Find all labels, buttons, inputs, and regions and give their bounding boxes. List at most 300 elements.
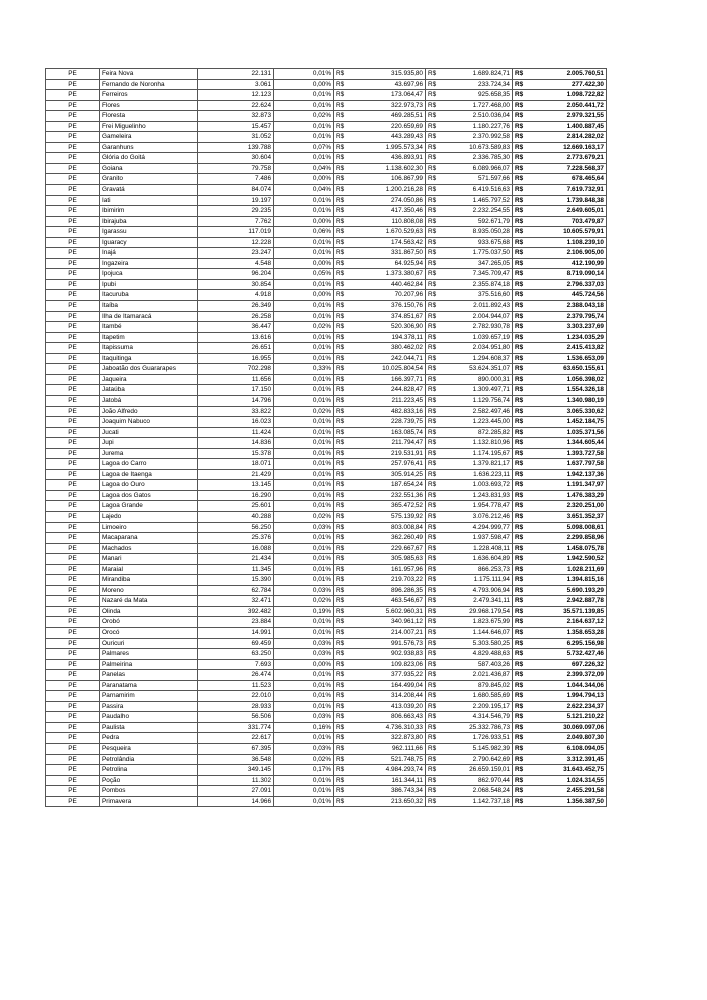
currency-label: R$: [334, 596, 348, 607]
municipality-cell: Jaboatão dos Guararapes: [100, 364, 198, 375]
currency-label: R$: [334, 744, 348, 755]
table-row: [46, 406, 607, 417]
state-cell: PE: [46, 712, 100, 723]
currency-label: R$: [513, 142, 527, 153]
value-1-cell: 43.697,96: [348, 79, 426, 90]
value-2-cell: 2.582.497,46: [440, 406, 513, 417]
value-1-cell: 211.223,45: [348, 395, 426, 406]
currency-label: R$: [513, 79, 527, 90]
total-cell: 1.536.653,09: [527, 353, 607, 364]
currency-label: R$: [426, 765, 440, 776]
percentage-cell: 0,01%: [274, 153, 334, 164]
value-2-cell: 7.345.709,47: [440, 269, 513, 280]
currency-label: R$: [426, 374, 440, 385]
table-row: [46, 775, 607, 786]
currency-label: R$: [334, 332, 348, 343]
currency-label: R$: [334, 290, 348, 301]
state-cell: PE: [46, 163, 100, 174]
currency-label: R$: [513, 301, 527, 312]
currency-label: R$: [513, 322, 527, 333]
municipality-cell: Itaquitinga: [100, 353, 198, 364]
total-cell: 1.554.326,18: [527, 385, 607, 396]
state-cell: PE: [46, 754, 100, 765]
currency-label: R$: [426, 733, 440, 744]
table-row: [46, 332, 607, 343]
municipality-cell: Igarassu: [100, 227, 198, 238]
currency-label: R$: [513, 111, 527, 122]
value-2-cell: 26.659.159,01: [440, 765, 513, 776]
percentage-cell: 0,01%: [274, 448, 334, 459]
currency-label: R$: [426, 227, 440, 238]
total-cell: 1.056.398,02: [527, 374, 607, 385]
state-cell: PE: [46, 585, 100, 596]
total-cell: 2.796.337,03: [527, 279, 607, 290]
total-cell: 2.979.321,55: [527, 111, 607, 122]
value-1-cell: 520.306,90: [348, 322, 426, 333]
value-2-cell: 2.209.195,17: [440, 701, 513, 712]
currency-label: R$: [334, 427, 348, 438]
percentage-cell: 0,02%: [274, 596, 334, 607]
currency-label: R$: [513, 606, 527, 617]
currency-label: R$: [426, 311, 440, 322]
currency-label: R$: [426, 406, 440, 417]
value-2-cell: 1.775.037,50: [440, 248, 513, 259]
percentage-cell: 0,04%: [274, 185, 334, 196]
currency-label: R$: [513, 364, 527, 375]
value-1-cell: 70.207,96: [348, 290, 426, 301]
table-row: [46, 163, 607, 174]
total-cell: 2.379.795,74: [527, 311, 607, 322]
municipality-cell: Palmares: [100, 649, 198, 660]
value-2-cell: 1.689.824,71: [440, 69, 513, 80]
currency-label: R$: [334, 185, 348, 196]
currency-label: R$: [334, 480, 348, 491]
currency-label: R$: [334, 322, 348, 333]
state-cell: PE: [46, 564, 100, 575]
percentage-cell: 0,03%: [274, 744, 334, 755]
population-cell: 69.459: [198, 638, 274, 649]
population-cell: 12.123: [198, 90, 274, 101]
percentage-cell: 0,16%: [274, 722, 334, 733]
total-cell: 1.108.239,10: [527, 237, 607, 248]
percentage-cell: 0,01%: [274, 796, 334, 807]
state-cell: PE: [46, 100, 100, 111]
municipality-cell: Limoeiro: [100, 522, 198, 533]
currency-label: R$: [334, 733, 348, 744]
total-cell: 2.164.637,12: [527, 617, 607, 628]
currency-label: R$: [426, 744, 440, 755]
table-row: [46, 121, 607, 132]
currency-label: R$: [334, 237, 348, 248]
percentage-cell: 0,01%: [274, 469, 334, 480]
currency-label: R$: [334, 469, 348, 480]
value-1-cell: 1.138.602,30: [348, 163, 426, 174]
value-1-cell: 161.957,96: [348, 564, 426, 575]
value-2-cell: 1.937.598,47: [440, 533, 513, 544]
population-cell: 25.376: [198, 533, 274, 544]
percentage-cell: 0,01%: [274, 438, 334, 449]
value-2-cell: 890.000,31: [440, 374, 513, 385]
state-cell: PE: [46, 786, 100, 797]
population-cell: 25.601: [198, 501, 274, 512]
percentage-cell: 0,01%: [274, 427, 334, 438]
percentage-cell: 0,17%: [274, 765, 334, 776]
table-row: [46, 111, 607, 122]
value-2-cell: 2.232.254,55: [440, 206, 513, 217]
total-cell: 2.005.760,51: [527, 69, 607, 80]
value-2-cell: 879.845,02: [440, 680, 513, 691]
value-1-cell: 173.064,47: [348, 90, 426, 101]
table-row: [46, 459, 607, 470]
total-cell: 3.065.330,62: [527, 406, 607, 417]
population-cell: 7.486: [198, 174, 274, 185]
population-cell: 11.424: [198, 427, 274, 438]
state-cell: PE: [46, 258, 100, 269]
value-1-cell: 194.378,11: [348, 332, 426, 343]
currency-label: R$: [513, 786, 527, 797]
currency-label: R$: [334, 90, 348, 101]
total-cell: 1.028.211,69: [527, 564, 607, 575]
total-cell: 678.465,64: [527, 174, 607, 185]
total-cell: 412.190,99: [527, 258, 607, 269]
value-2-cell: 1.223.445,00: [440, 417, 513, 428]
currency-label: R$: [513, 796, 527, 807]
state-cell: PE: [46, 248, 100, 259]
currency-label: R$: [426, 163, 440, 174]
value-1-cell: 440.462,84: [348, 279, 426, 290]
percentage-cell: 0,01%: [274, 195, 334, 206]
population-cell: 16.290: [198, 490, 274, 501]
value-1-cell: 164.499,04: [348, 680, 426, 691]
value-1-cell: 213.650,32: [348, 796, 426, 807]
currency-label: R$: [426, 459, 440, 470]
municipality-cell: Macaparana: [100, 533, 198, 544]
currency-label: R$: [513, 765, 527, 776]
population-cell: 13.616: [198, 332, 274, 343]
municipality-cell: Iati: [100, 195, 198, 206]
currency-label: R$: [426, 69, 440, 80]
currency-label: R$: [334, 606, 348, 617]
currency-label: R$: [513, 712, 527, 723]
table-row: [46, 322, 607, 333]
percentage-cell: 0,01%: [274, 417, 334, 428]
currency-label: R$: [334, 69, 348, 80]
percentage-cell: 0,01%: [274, 564, 334, 575]
currency-label: R$: [426, 258, 440, 269]
currency-label: R$: [513, 627, 527, 638]
table-row: [46, 543, 607, 554]
currency-label: R$: [426, 385, 440, 396]
value-1-cell: 305.985,63: [348, 554, 426, 565]
currency-label: R$: [513, 638, 527, 649]
table-row: [46, 258, 607, 269]
population-cell: 13.145: [198, 480, 274, 491]
state-cell: PE: [46, 627, 100, 638]
percentage-cell: 0,01%: [274, 395, 334, 406]
table-row: [46, 353, 607, 364]
value-1-cell: 322.973,73: [348, 100, 426, 111]
total-cell: 1.476.383,29: [527, 490, 607, 501]
table-row: [46, 596, 607, 607]
currency-label: R$: [513, 216, 527, 227]
currency-label: R$: [513, 469, 527, 480]
currency-label: R$: [513, 269, 527, 280]
population-cell: 32.471: [198, 596, 274, 607]
currency-label: R$: [513, 775, 527, 786]
value-1-cell: 228.739,75: [348, 417, 426, 428]
table-row: [46, 174, 607, 185]
value-2-cell: 2.479.341,11: [440, 596, 513, 607]
table-row: [46, 79, 607, 90]
currency-label: R$: [426, 543, 440, 554]
percentage-cell: 0,00%: [274, 216, 334, 227]
currency-label: R$: [426, 111, 440, 122]
population-cell: 11.523: [198, 680, 274, 691]
municipality-cell: Feira Nova: [100, 69, 198, 80]
currency-label: R$: [334, 353, 348, 364]
table-row: [46, 469, 607, 480]
total-cell: 1.340.980,19: [527, 395, 607, 406]
currency-label: R$: [426, 754, 440, 765]
population-cell: 15.378: [198, 448, 274, 459]
population-cell: 63.250: [198, 649, 274, 660]
currency-label: R$: [513, 554, 527, 565]
currency-label: R$: [426, 206, 440, 217]
municipality-cell: Jupi: [100, 438, 198, 449]
population-cell: 23.884: [198, 617, 274, 628]
currency-label: R$: [334, 649, 348, 660]
state-cell: PE: [46, 617, 100, 628]
municipality-cell: Lagoa do Ouro: [100, 480, 198, 491]
value-1-cell: 443.289,43: [348, 132, 426, 143]
currency-label: R$: [426, 79, 440, 90]
population-cell: 14.966: [198, 796, 274, 807]
value-2-cell: 375.516,60: [440, 290, 513, 301]
value-1-cell: 803.008,84: [348, 522, 426, 533]
currency-label: R$: [334, 575, 348, 586]
value-1-cell: 340.961,12: [348, 617, 426, 628]
percentage-cell: 0,01%: [274, 533, 334, 544]
percentage-cell: 0,02%: [274, 111, 334, 122]
population-cell: 702.298: [198, 364, 274, 375]
value-2-cell: 4.314.546,79: [440, 712, 513, 723]
currency-label: R$: [426, 691, 440, 702]
value-2-cell: 1.823.675,99: [440, 617, 513, 628]
currency-label: R$: [513, 385, 527, 396]
total-cell: 31.643.452,75: [527, 765, 607, 776]
total-cell: 6.295.156,98: [527, 638, 607, 649]
state-cell: PE: [46, 395, 100, 406]
currency-label: R$: [334, 311, 348, 322]
currency-label: R$: [426, 617, 440, 628]
municipality-cell: Lagoa dos Gatos: [100, 490, 198, 501]
currency-label: R$: [334, 406, 348, 417]
municipality-cell: Pombos: [100, 786, 198, 797]
municipality-cell: Itapissuma: [100, 343, 198, 354]
state-cell: PE: [46, 353, 100, 364]
state-cell: PE: [46, 427, 100, 438]
state-cell: PE: [46, 406, 100, 417]
table-row: [46, 248, 607, 259]
percentage-cell: 0,04%: [274, 163, 334, 174]
state-cell: PE: [46, 575, 100, 586]
value-1-cell: 374.851,67: [348, 311, 426, 322]
table-row: [46, 554, 607, 565]
population-cell: 117.019: [198, 227, 274, 238]
municipality-cell: João Alfredo: [100, 406, 198, 417]
table-row: [46, 480, 607, 491]
value-2-cell: 1.726.933,51: [440, 733, 513, 744]
value-2-cell: 1.243.831,93: [440, 490, 513, 501]
population-cell: 79.758: [198, 163, 274, 174]
state-cell: PE: [46, 606, 100, 617]
currency-label: R$: [513, 406, 527, 417]
currency-label: R$: [334, 417, 348, 428]
currency-label: R$: [426, 701, 440, 712]
currency-label: R$: [334, 765, 348, 776]
table-row: [46, 301, 607, 312]
currency-label: R$: [334, 680, 348, 691]
value-2-cell: 1.174.195,67: [440, 448, 513, 459]
currency-label: R$: [513, 311, 527, 322]
percentage-cell: 0,01%: [274, 786, 334, 797]
municipality-cell: Ipubi: [100, 279, 198, 290]
total-cell: 2.814.282,02: [527, 132, 607, 143]
value-2-cell: 4.793.906,94: [440, 585, 513, 596]
total-cell: 5.121.210,22: [527, 712, 607, 723]
total-cell: 1.942.137,36: [527, 469, 607, 480]
municipality-cell: Ibirajuba: [100, 216, 198, 227]
value-1-cell: 242.044,71: [348, 353, 426, 364]
value-2-cell: 3.076.212,46: [440, 511, 513, 522]
currency-label: R$: [513, 248, 527, 259]
percentage-cell: 0,03%: [274, 712, 334, 723]
population-cell: 56.250: [198, 522, 274, 533]
total-cell: 1.234.035,29: [527, 332, 607, 343]
currency-label: R$: [513, 701, 527, 712]
value-2-cell: 4.829.488,63: [440, 649, 513, 660]
currency-label: R$: [426, 195, 440, 206]
state-cell: PE: [46, 501, 100, 512]
population-cell: 16.955: [198, 353, 274, 364]
value-1-cell: 220.659,69: [348, 121, 426, 132]
value-1-cell: 362.260,49: [348, 533, 426, 544]
currency-label: R$: [426, 216, 440, 227]
table-row: [46, 680, 607, 691]
total-cell: 5.098.008,61: [527, 522, 607, 533]
population-cell: 26.349: [198, 301, 274, 312]
currency-label: R$: [513, 121, 527, 132]
value-2-cell: 866.253,73: [440, 564, 513, 575]
currency-label: R$: [334, 691, 348, 702]
percentage-cell: 0,01%: [274, 617, 334, 628]
value-1-cell: 174.563,42: [348, 237, 426, 248]
currency-label: R$: [513, 448, 527, 459]
municipality-cell: Machados: [100, 543, 198, 554]
value-2-cell: 1.680.585,69: [440, 691, 513, 702]
currency-label: R$: [426, 417, 440, 428]
percentage-cell: 0,02%: [274, 322, 334, 333]
state-cell: PE: [46, 775, 100, 786]
percentage-cell: 0,01%: [274, 279, 334, 290]
currency-label: R$: [334, 153, 348, 164]
percentage-cell: 0,03%: [274, 649, 334, 660]
value-2-cell: 1.465.797,52: [440, 195, 513, 206]
value-1-cell: 4.984.293,74: [348, 765, 426, 776]
total-cell: 6.108.094,05: [527, 744, 607, 755]
table-row: [46, 279, 607, 290]
percentage-cell: 0,00%: [274, 659, 334, 670]
state-cell: PE: [46, 322, 100, 333]
population-cell: 11.302: [198, 775, 274, 786]
value-1-cell: 377.935,22: [348, 670, 426, 681]
currency-label: R$: [513, 490, 527, 501]
municipality-cell: Jaqueira: [100, 374, 198, 385]
state-cell: PE: [46, 132, 100, 143]
total-cell: 2.050.441,72: [527, 100, 607, 111]
table-row: [46, 627, 607, 638]
state-cell: PE: [46, 385, 100, 396]
municipality-cell: Petrolina: [100, 765, 198, 776]
currency-label: R$: [513, 722, 527, 733]
percentage-cell: 0,01%: [274, 353, 334, 364]
municipality-cell: Itacuruba: [100, 290, 198, 301]
table-row: [46, 385, 607, 396]
currency-label: R$: [334, 659, 348, 670]
value-1-cell: 962.111,66: [348, 744, 426, 755]
currency-label: R$: [334, 564, 348, 575]
population-cell: 16.023: [198, 417, 274, 428]
state-cell: PE: [46, 269, 100, 280]
currency-label: R$: [426, 142, 440, 153]
value-1-cell: 305.914,25: [348, 469, 426, 480]
municipality-cell: Ferreiros: [100, 90, 198, 101]
municipality-cell: Itapetim: [100, 332, 198, 343]
state-cell: PE: [46, 680, 100, 691]
currency-label: R$: [334, 111, 348, 122]
percentage-cell: 0,01%: [274, 680, 334, 691]
currency-label: R$: [426, 796, 440, 807]
total-cell: 445.724,56: [527, 290, 607, 301]
municipality-cell: Paulista: [100, 722, 198, 733]
currency-label: R$: [513, 417, 527, 428]
currency-label: R$: [426, 511, 440, 522]
value-1-cell: 376.150,76: [348, 301, 426, 312]
value-2-cell: 2.370.992,58: [440, 132, 513, 143]
municipality-cell: Lajedo: [100, 511, 198, 522]
currency-label: R$: [513, 533, 527, 544]
municipality-cell: Ilha de Itamaracá: [100, 311, 198, 322]
percentage-cell: 0,01%: [274, 575, 334, 586]
currency-label: R$: [513, 90, 527, 101]
table-row: [46, 448, 607, 459]
value-2-cell: 6.089.966,07: [440, 163, 513, 174]
currency-label: R$: [426, 427, 440, 438]
percentage-cell: 0,01%: [274, 301, 334, 312]
percentage-cell: 0,01%: [274, 775, 334, 786]
currency-label: R$: [513, 564, 527, 575]
municipality-cell: Poção: [100, 775, 198, 786]
total-cell: 7.228.568,37: [527, 163, 607, 174]
currency-label: R$: [426, 301, 440, 312]
table-row: [46, 216, 607, 227]
municipality-cell: Mirandiba: [100, 575, 198, 586]
state-cell: PE: [46, 480, 100, 491]
percentage-cell: 0,01%: [274, 206, 334, 217]
value-2-cell: 1.132.810,96: [440, 438, 513, 449]
percentage-cell: 0,06%: [274, 227, 334, 238]
currency-label: R$: [334, 438, 348, 449]
